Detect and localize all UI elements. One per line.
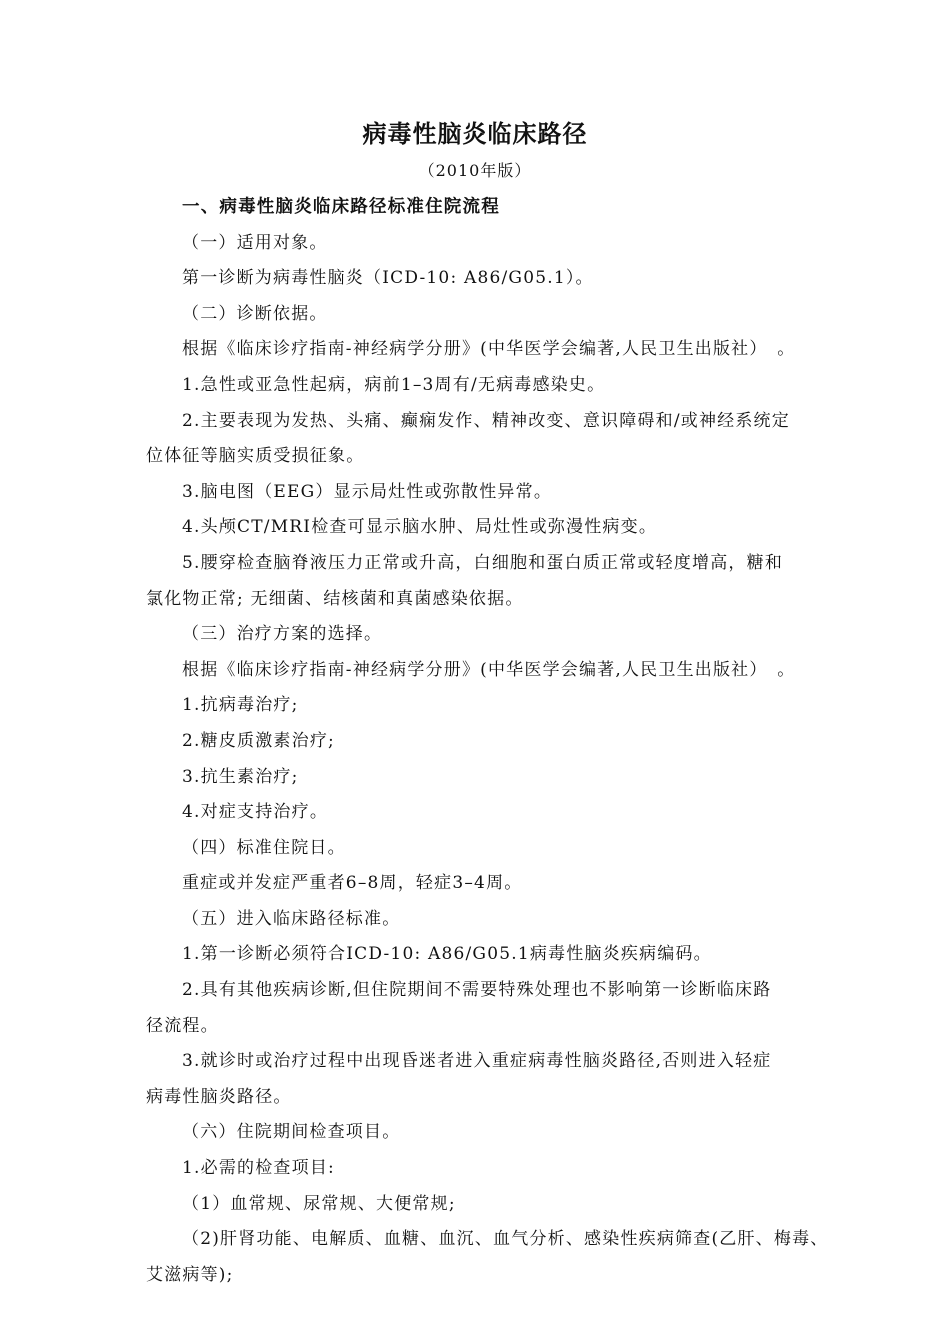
document-title: 病毒性脑炎临床路径	[362, 120, 588, 148]
paragraph-line: （一）适用对象。	[182, 232, 328, 253]
document-subtitle: （2010年版）	[418, 161, 532, 180]
paragraph-line: 根据《临床诊疗指南-神经病学分册》(中华医学会编著,人民卫生出版社） 。	[182, 659, 796, 680]
paragraph-line: 2.糖皮质激素治疗;	[182, 730, 335, 751]
document-body	[146, 190, 829, 1293]
paragraph-line: 3.脑电图（EEG）显示局灶性或弥散性异常。	[182, 481, 553, 502]
paragraph-line: （六）住院期间检查项目。	[182, 1122, 401, 1143]
paragraph-line: 4.对症支持治疗。	[182, 802, 329, 823]
paragraph-line: 根据《临床诊疗指南-神经病学分册》(中华医学会编著,人民卫生出版社） 。	[182, 339, 796, 360]
paragraph-line: 位体征等脑实质受损征象。	[146, 446, 365, 467]
section-heading: 一、病毒性脑炎临床路径标准住院流程	[182, 197, 500, 217]
paragraph-line: 病毒性脑炎路径。	[146, 1086, 292, 1107]
paragraph-line: （二）诊断依据。	[182, 303, 328, 324]
paragraph-line: 5.腰穿检查脑脊液压力正常或升高，白细胞和蛋白质正常或轻度增高，糖和	[182, 552, 784, 573]
paragraph-line: 3.就诊时或治疗过程中出现昏迷者进入重症病毒性脑炎路径,否则进入轻症	[182, 1051, 772, 1072]
paragraph-line: （五）进入临床路径标准。	[182, 908, 401, 929]
paragraph-line: 重症或并发症严重者6–8周，轻症3–4周。	[182, 873, 523, 894]
paragraph-line: 氯化物正常; 无细菌、结核菌和真菌感染依据。	[146, 588, 524, 609]
paragraph-line: 1.急性或亚急性起病，病前1–3周有/无病毒感染史。	[182, 374, 606, 395]
paragraph-line: 3.抗生素治疗;	[182, 766, 299, 787]
paragraph-line: 2.具有其他疾病诊断,但住院期间不需要特殊处理也不影响第一诊断临床路	[182, 980, 772, 1001]
paragraph-line: （三）治疗方案的选择。	[182, 624, 383, 645]
paragraph-line: 2.主要表现为发热、头痛、癫痫发作、精神改变、意识障碍和/或神经系统定	[182, 410, 790, 431]
paragraph-line: 1.第一诊断必须符合ICD-10: A86/G05.1病毒性脑炎疾病编码。	[182, 944, 712, 965]
paragraph-line: （四）标准住院日。	[182, 837, 346, 858]
paragraph-line: 4.头颅CT/MRI检查可显示脑水肿、局灶性或弥漫性病变。	[182, 517, 658, 538]
paragraph-line: 1.抗病毒治疗;	[182, 695, 299, 716]
paragraph-line: 艾滋病等);	[146, 1264, 234, 1285]
paragraph-line: （2)肝肾功能、电解质、血糖、血沉、血气分析、感染性疾病筛查(乙肝、梅毒、	[182, 1229, 829, 1250]
paragraph-line: 第一诊断为病毒性脑炎（ICD-10: A86/G05.1）。	[182, 268, 594, 289]
paragraph-line: （1）血常规、尿常规、大便常规;	[182, 1193, 456, 1214]
paragraph-line: 1.必需的检查项目:	[182, 1158, 335, 1179]
paragraph-line: 径流程。	[146, 1015, 219, 1036]
